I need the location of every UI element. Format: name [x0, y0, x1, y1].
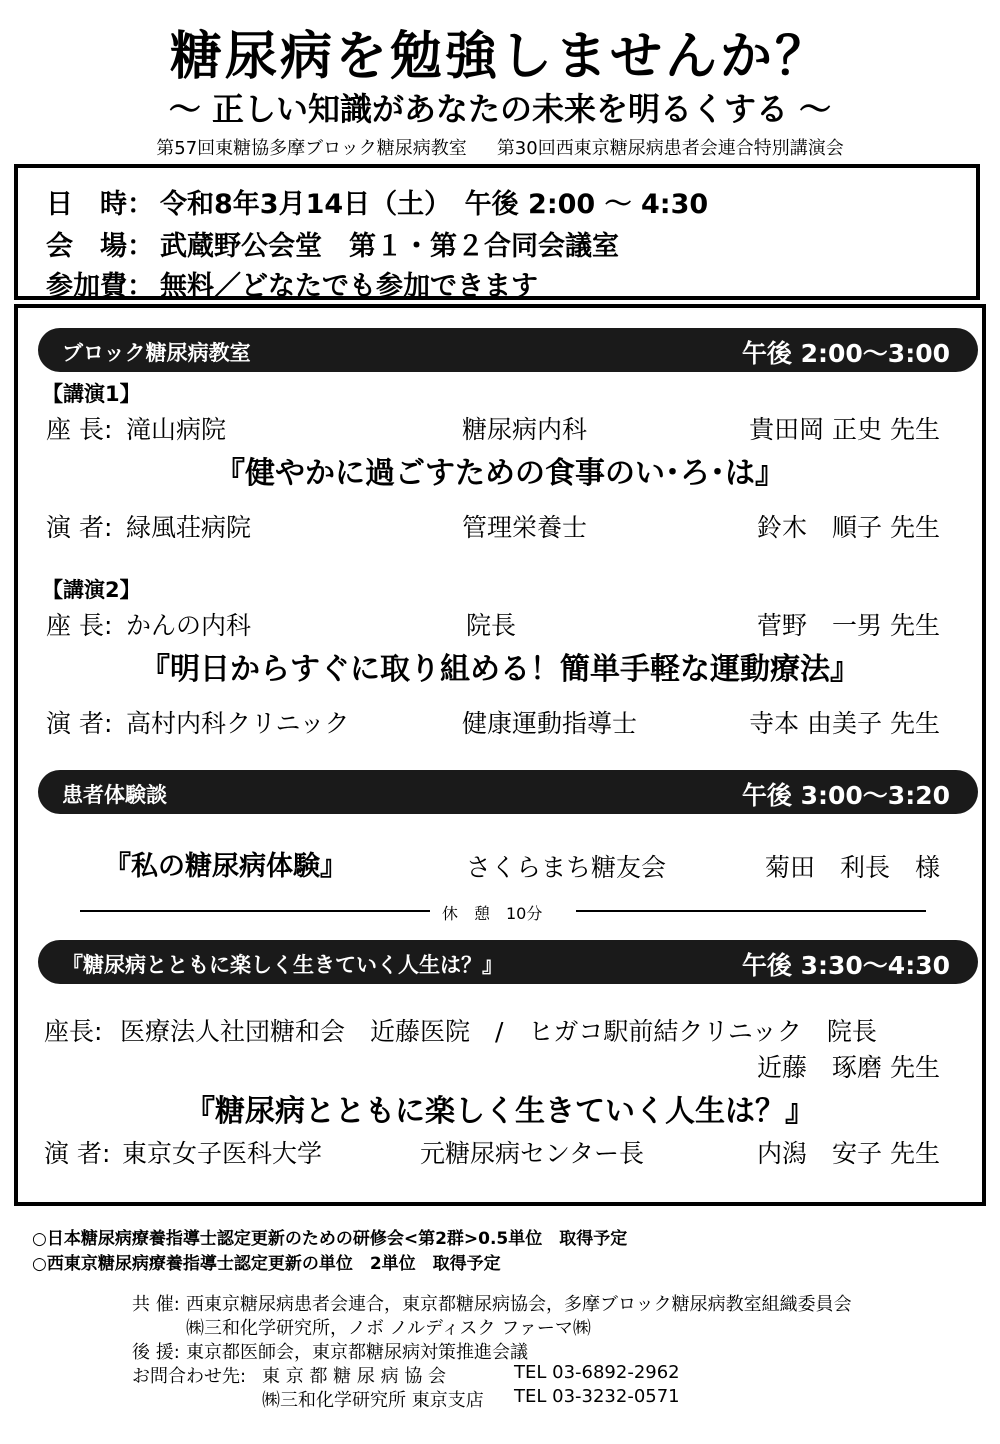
info-fee-value: 無料／どなたでも参加できます	[160, 271, 538, 302]
lecture2-chair-role: 院長	[466, 611, 517, 640]
event-line	[0, 134, 1000, 160]
section-title: ブロック糖尿病教室	[62, 341, 251, 365]
lecture1-speaker-label: 演 者:	[46, 513, 113, 542]
lecture1-speaker-org: 緑風荘病院	[126, 513, 252, 542]
special-speaker-name: 内潟 安子 先生	[757, 1139, 940, 1168]
contact-1-tel: TEL 03-6892-2962	[514, 1362, 680, 1383]
lecture2-title: 『明日からすぐに取り組める！簡単手軽な運動療法』	[140, 652, 860, 687]
lecture1-chair-org: 滝山病院	[126, 415, 227, 444]
event-line-1: 第57回東糖協多摩ブロック糖尿病教室	[156, 138, 467, 159]
lecture1-speaker-name: 鈴木 順子 先生	[757, 513, 940, 542]
contact-2-tel: TEL 03-3232-0571	[514, 1386, 680, 1407]
info-venue	[46, 224, 619, 263]
section-bar-block-class	[38, 328, 978, 372]
note-2: ○西東京糖尿病療養指導士認定更新の単位 2単位 取得予定	[32, 1254, 501, 1274]
lecture2-speaker-name: 寺本 由美子 先生	[749, 709, 940, 738]
special-title: 『糖尿病とともに楽しく生きていく人生は？』	[185, 1094, 815, 1129]
lecture2-speaker-org: 高村内科クリニック	[126, 709, 350, 738]
cohost-2: ㈱三和化学研究所，ノボ ノルディスク ファーマ㈱	[186, 1318, 591, 1339]
event-line-2: 第30回西東京糖尿病患者会連合特別講演会	[496, 138, 844, 159]
lecture2-chair-label: 座 長:	[46, 611, 113, 640]
special-chair-label: 座長:	[44, 1017, 103, 1046]
special-speaker-label: 演 者:	[44, 1139, 111, 1168]
info-box	[14, 164, 980, 300]
section-time: 午後 2:00～3:00	[741, 339, 950, 368]
section-title: 患者体験談	[62, 783, 167, 807]
lecture1-label: 【講演1】	[42, 382, 141, 406]
patient-talk-name: 菊田 利長 様	[764, 853, 940, 882]
info-venue-label: 会 場：	[46, 231, 154, 262]
lecture1-chair-role: 糖尿病内科	[462, 415, 588, 444]
support-label: 後 援:	[132, 1342, 180, 1363]
info-fee-label: 参加費：	[46, 271, 154, 302]
section-title: 『糖尿病とともに楽しく生きていく人生は？』	[62, 953, 503, 977]
page-title: 糖尿病を勉強しませんか？	[169, 27, 830, 87]
info-date	[46, 182, 708, 221]
page-subtitle: ～ 正しい知識があなたの未来を明るくする ～	[168, 90, 832, 128]
contact-1-org: 東 京 都 糖 尿 病 協 会	[262, 1366, 447, 1387]
info-venue-value: 武蔵野公会堂 第１・第２合同会議室	[160, 231, 619, 262]
lecture1-speaker-role: 管理栄養士	[462, 513, 588, 542]
info-date-value: 令和8年3月14日（土） 午後 2:00 ～ 4:30	[160, 189, 709, 220]
lecture2-chair-org: かんの内科	[126, 611, 252, 640]
section-time: 午後 3:30～4:30	[741, 951, 950, 980]
lecture1-chair-name: 貴田岡 正史 先生	[749, 415, 940, 444]
section-bar-patient-story	[38, 770, 978, 814]
info-date-label: 日 時：	[46, 189, 154, 220]
lecture2-speaker-role: 健康運動指導士	[462, 709, 638, 738]
contact-label: お問合わせ先:	[132, 1366, 247, 1387]
info-fee	[46, 264, 538, 303]
lecture1-title: 『健やかに過ごすための食事のい･ろ･は』	[215, 456, 785, 491]
patient-talk-org: さくらまち糖友会	[466, 853, 667, 882]
special-chair-name: 近藤 琢磨 先生	[757, 1053, 940, 1082]
lecture2-speaker-label: 演 者:	[46, 709, 113, 738]
lecture1-chair-label: 座 長:	[46, 415, 113, 444]
special-speaker-org: 東京女子医科大学	[122, 1139, 323, 1168]
section-bar-special-lecture	[38, 940, 978, 984]
cohost-1: 西東京糖尿病患者会連合，東京都糖尿病協会，多摩ブロック糖尿病教室組織委員会	[186, 1294, 852, 1315]
program-box	[14, 304, 986, 1206]
cohost-label: 共 催:	[132, 1294, 180, 1315]
note-1: ○日本糖尿病療養指導士認定更新のための研修会<第2群>0.5単位 取得予定	[32, 1229, 628, 1249]
section-time: 午後 3:00～3:20	[741, 781, 950, 810]
contact-2-org: ㈱三和化学研究所 東京支店	[262, 1390, 484, 1411]
break-divider-left	[80, 910, 430, 912]
break-divider-right	[576, 910, 926, 912]
lecture2-label: 【講演2】	[42, 578, 141, 602]
break-label: 休 憩 10分	[442, 904, 543, 923]
special-chair-org: 医療法人社団糖和会 近藤医院 / ヒガコ駅前結クリニック 院長	[120, 1017, 877, 1046]
lecture2-chair-name: 菅野 一男 先生	[757, 611, 940, 640]
support-value: 東京都医師会，東京都糖尿病対策推進会議	[186, 1342, 528, 1363]
patient-talk-title: 『私の糖尿病体験』	[104, 851, 347, 882]
special-speaker-role: 元糖尿病センター長	[420, 1139, 645, 1168]
